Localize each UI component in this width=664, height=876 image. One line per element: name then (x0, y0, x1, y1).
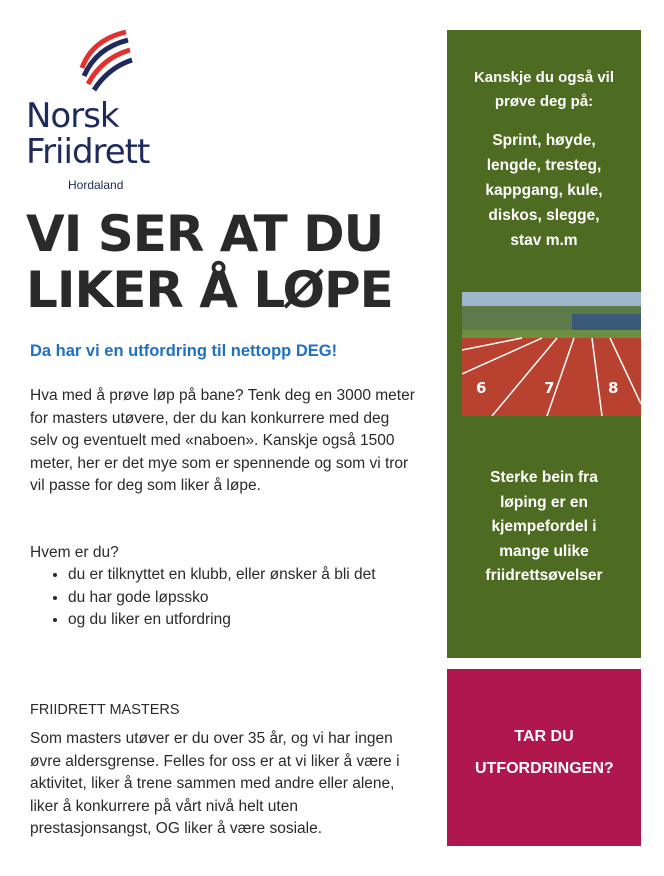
list-item: • og du liker en utfordring (68, 609, 438, 632)
running-track-image (462, 292, 641, 416)
page-title-line1: VI SER AT DU (26, 205, 384, 263)
masters-heading: FRIIDRETT MASTERS (30, 702, 180, 718)
logo-brand-line2: Friidrett (26, 132, 150, 172)
norsk-friidrett-logo-mark-icon (74, 28, 134, 92)
track-lane-number: 7 (544, 379, 555, 397)
logo (26, 28, 176, 198)
cta-panel (447, 669, 641, 846)
track-lane-number: 6 (476, 379, 487, 397)
cta-text: TAR DU UTFORDRINGEN? (475, 728, 614, 777)
intro-paragraph: Hva med å prøve løp på bane? Tenk deg en 3000 meter for masters utøvere, der du kan konkurrere med deg selv og eventuelt med «naboen». Kanskje også 1500 meter, her er det mye som er spennende og som vi tror vil passe for deg som liker å løpe. (30, 387, 415, 494)
page-title (26, 206, 426, 318)
subheading: Da har vi en utfordring til nettopp DEG! (30, 342, 338, 360)
logo-wordmark (26, 98, 149, 170)
sidebar-heading: Kanskje du også vil prøve deg på: (473, 69, 615, 110)
who-heading: Hvem er du? (30, 544, 119, 561)
logo-region: Hordaland (68, 178, 124, 192)
list-item: • du har gode løpssko (68, 587, 438, 610)
who-list (46, 564, 438, 632)
track-lane-number: 8 (608, 379, 619, 397)
masters-paragraph: Som masters utøver er du over 35 år, og vi har ingen øvre aldersgrense. Felles for oss er at vi liker å være i aktivitet, liker å trene sammen med andre eller alene, liker å konkurrere på vårt nivå helt uten prestasjonsangst, OG liker å være sosiale. (30, 730, 400, 837)
page-title-line2: LIKER Å LØPE (26, 261, 393, 319)
logo-brand-line1: Norsk (26, 96, 119, 136)
list-item: • du er tilknyttet en klubb, eller ønsker å bli det (68, 564, 438, 587)
sidebar-events: Sprint, høyde, lengde, tresteg, kappgang, kule, diskos, slegge, stav m.m (485, 132, 603, 249)
sidebar-bottom-text: Sterke bein fra løping er en kjempefordel i mange ulike friidrettsøvelser (485, 469, 603, 584)
